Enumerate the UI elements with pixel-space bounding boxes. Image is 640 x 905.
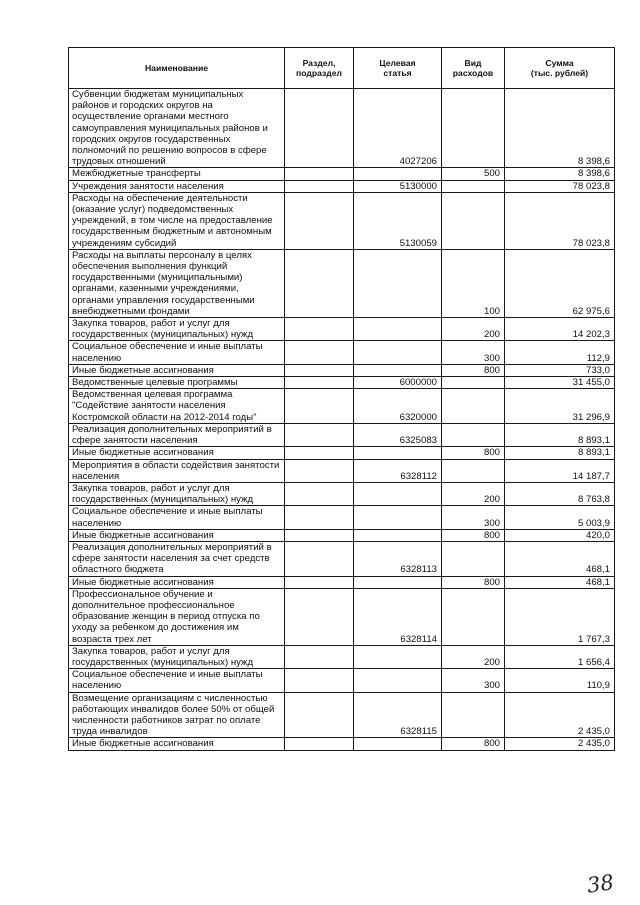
cell-vid-raskhodov: 200: [442, 482, 505, 505]
table-row: [69, 482, 615, 505]
cell-vid-raskhodov: 500: [442, 168, 505, 180]
cell-summa: 78 023,8: [505, 180, 615, 192]
cell-celevaya-statya: [354, 482, 442, 505]
cell-celevaya-statya: [354, 447, 442, 459]
cell-summa: 78 023,8: [505, 192, 615, 249]
cell-celevaya-statya: [354, 364, 442, 376]
cell-name: Реализация дополнительных мероприятий в сфере занятости населения за счет средств областного бюджета: [69, 541, 285, 576]
cell-name: Ведомственная целевая программа "Содействие занятости населения Костромской области на 2012-2014 годы": [69, 389, 285, 424]
table-row: [69, 447, 615, 459]
cell-name: Иные бюджетные ассигнования: [69, 738, 285, 750]
cell-razdel: [285, 588, 354, 645]
cell-vid-raskhodov: [442, 192, 505, 249]
cell-celevaya-statya: 6000000: [354, 377, 442, 389]
cell-summa: 31 455,0: [505, 377, 615, 389]
cell-summa: 1 656,4: [505, 645, 615, 668]
cell-name: Иные бюджетные ассигнования: [69, 447, 285, 459]
cell-summa: 420,0: [505, 529, 615, 541]
cell-name: Иные бюджетные ассигнования: [69, 529, 285, 541]
cell-razdel: [285, 249, 354, 317]
cell-razdel: [285, 459, 354, 482]
cell-razdel: [285, 364, 354, 376]
cell-razdel: [285, 180, 354, 192]
cell-name: Закупка товаров, работ и услуг для государственных (муниципальных) нужд: [69, 645, 285, 668]
cell-celevaya-statya: 6325083: [354, 423, 442, 446]
table-row: [69, 692, 615, 738]
cell-razdel: [285, 318, 354, 341]
table-row: [69, 318, 615, 341]
cell-razdel: [285, 541, 354, 576]
cell-summa: 112,9: [505, 341, 615, 364]
cell-vid-raskhodov: 800: [442, 447, 505, 459]
cell-razdel: [285, 192, 354, 249]
cell-celevaya-statya: [354, 249, 442, 317]
cell-name: Профессиональное обучение и дополнительное профессиональное образование женщин в период отпуска по уходу за ребенком до достижения им возраста трех лет: [69, 588, 285, 645]
cell-name: Мероприятия в области содействия занятости населения: [69, 459, 285, 482]
cell-celevaya-statya: [354, 506, 442, 529]
table-row: [69, 423, 615, 446]
cell-summa: 5 003,9: [505, 506, 615, 529]
cell-celevaya-statya: 6328112: [354, 459, 442, 482]
budget-table-container: [68, 47, 614, 751]
cell-vid-raskhodov: 800: [442, 576, 505, 588]
cell-vid-raskhodov: 300: [442, 669, 505, 692]
table-row: [69, 89, 615, 168]
cell-summa: 14 202,3: [505, 318, 615, 341]
table-row: [69, 541, 615, 576]
table-row: [69, 529, 615, 541]
header-summa: Сумма (тыс. рублей): [505, 48, 615, 89]
cell-vid-raskhodov: 300: [442, 506, 505, 529]
table-row: [69, 180, 615, 192]
cell-celevaya-statya: 6320000: [354, 389, 442, 424]
cell-vid-raskhodov: 100: [442, 249, 505, 317]
cell-razdel: [285, 506, 354, 529]
table-row: [69, 645, 615, 668]
cell-summa: 1 767,3: [505, 588, 615, 645]
cell-summa: 8 893,1: [505, 423, 615, 446]
cell-name: Социальное обеспечение и иные выплаты населению: [69, 669, 285, 692]
table-row: [69, 377, 615, 389]
table-row: [69, 192, 615, 249]
cell-summa: 733,0: [505, 364, 615, 376]
table-row: [69, 506, 615, 529]
cell-name: Закупка товаров, работ и услуг для государственных (муниципальных) нужд: [69, 318, 285, 341]
cell-name: Расходы на выплаты персоналу в целях обеспечения выполнения функций государственными (муниципальными) органами, казенными учреждениями, органами управления государственными внебюджетными фондами: [69, 249, 285, 317]
cell-summa: 110,9: [505, 669, 615, 692]
cell-name: Закупка товаров, работ и услуг для государственных (муниципальных) нужд: [69, 482, 285, 505]
cell-vid-raskhodov: [442, 377, 505, 389]
cell-celevaya-statya: 5130000: [354, 180, 442, 192]
cell-summa: 31 296,9: [505, 389, 615, 424]
cell-razdel: [285, 482, 354, 505]
cell-name: Ведомственные целевые программы: [69, 377, 285, 389]
cell-razdel: [285, 341, 354, 364]
cell-summa: 8 893,1: [505, 447, 615, 459]
table-row: [69, 249, 615, 317]
cell-summa: 62 975,6: [505, 249, 615, 317]
cell-name: Учреждения занятости населения: [69, 180, 285, 192]
cell-celevaya-statya: 6328115: [354, 692, 442, 738]
table-row: [69, 588, 615, 645]
cell-name: Субвенции бюджетам муниципальных районов и городских округов на осуществление органами местного самоуправления муниципальных районов и городских округов государственных полномочий по решению вопросов в сфере трудовых отношений: [69, 89, 285, 168]
cell-razdel: [285, 389, 354, 424]
cell-razdel: [285, 89, 354, 168]
table-row: [69, 459, 615, 482]
cell-celevaya-statya: 4027206: [354, 89, 442, 168]
table-header-row: [69, 48, 615, 89]
cell-summa: 8 398,6: [505, 168, 615, 180]
cell-name: Реализация дополнительных мероприятий в сфере занятости населения: [69, 423, 285, 446]
table-row: [69, 168, 615, 180]
cell-vid-raskhodov: [442, 180, 505, 192]
cell-razdel: [285, 377, 354, 389]
cell-celevaya-statya: 6328113: [354, 541, 442, 576]
cell-razdel: [285, 669, 354, 692]
table-body: [69, 89, 615, 751]
cell-celevaya-statya: [354, 341, 442, 364]
cell-vid-raskhodov: [442, 588, 505, 645]
cell-razdel: [285, 423, 354, 446]
cell-vid-raskhodov: 800: [442, 529, 505, 541]
cell-summa: 2 435,0: [505, 738, 615, 750]
cell-vid-raskhodov: [442, 541, 505, 576]
table-row: [69, 389, 615, 424]
cell-vid-raskhodov: 200: [442, 645, 505, 668]
table-row: [69, 738, 615, 750]
cell-summa: 8 763,8: [505, 482, 615, 505]
cell-summa: 14 187,7: [505, 459, 615, 482]
cell-name: Межбюджетные трансферты: [69, 168, 285, 180]
budget-table: [68, 47, 615, 751]
header-vid-raskhodov: Вид расходов: [442, 48, 505, 89]
cell-summa: 468,1: [505, 541, 615, 576]
cell-celevaya-statya: [354, 168, 442, 180]
cell-celevaya-statya: [354, 738, 442, 750]
cell-name: Расходы на обеспечение деятельности (оказание услуг) подведомственных учреждений, в том числе на предоставление государственным бюджетным и автономным учреждениям субсидий: [69, 192, 285, 249]
cell-vid-raskhodov: 800: [442, 738, 505, 750]
cell-razdel: [285, 529, 354, 541]
cell-razdel: [285, 576, 354, 588]
cell-vid-raskhodov: 300: [442, 341, 505, 364]
header-name: Наименование: [69, 48, 285, 89]
cell-vid-raskhodov: [442, 692, 505, 738]
cell-celevaya-statya: 5130059: [354, 192, 442, 249]
cell-celevaya-statya: [354, 645, 442, 668]
cell-razdel: [285, 168, 354, 180]
table-row: [69, 576, 615, 588]
cell-name: Социальное обеспечение и иные выплаты населению: [69, 506, 285, 529]
cell-celevaya-statya: [354, 529, 442, 541]
table-row: [69, 364, 615, 376]
cell-name: Иные бюджетные ассигнования: [69, 576, 285, 588]
header-celevaya-statya: Целевая статья: [354, 48, 442, 89]
cell-name: Возмещение организациям с численностью работающих инвалидов более 50% от общей численности работников затрат по оплате труда инвалидов: [69, 692, 285, 738]
cell-vid-raskhodov: 800: [442, 364, 505, 376]
cell-name: Иные бюджетные ассигнования: [69, 364, 285, 376]
cell-summa: 2 435,0: [505, 692, 615, 738]
cell-razdel: [285, 645, 354, 668]
cell-vid-raskhodov: 200: [442, 318, 505, 341]
cell-vid-raskhodov: [442, 423, 505, 446]
cell-celevaya-statya: [354, 669, 442, 692]
table-row: [69, 341, 615, 364]
page-number: 38: [585, 870, 616, 898]
cell-vid-raskhodov: [442, 89, 505, 168]
cell-razdel: [285, 447, 354, 459]
cell-razdel: [285, 692, 354, 738]
cell-celevaya-statya: 6328114: [354, 588, 442, 645]
cell-celevaya-statya: [354, 318, 442, 341]
cell-summa: 8 398,6: [505, 89, 615, 168]
cell-razdel: [285, 738, 354, 750]
cell-summa: 468,1: [505, 576, 615, 588]
cell-name: Социальное обеспечение и иные выплаты населению: [69, 341, 285, 364]
cell-vid-raskhodov: [442, 459, 505, 482]
header-razdel: Раздел, подраздел: [285, 48, 354, 89]
cell-vid-raskhodov: [442, 389, 505, 424]
table-row: [69, 669, 615, 692]
cell-celevaya-statya: [354, 576, 442, 588]
